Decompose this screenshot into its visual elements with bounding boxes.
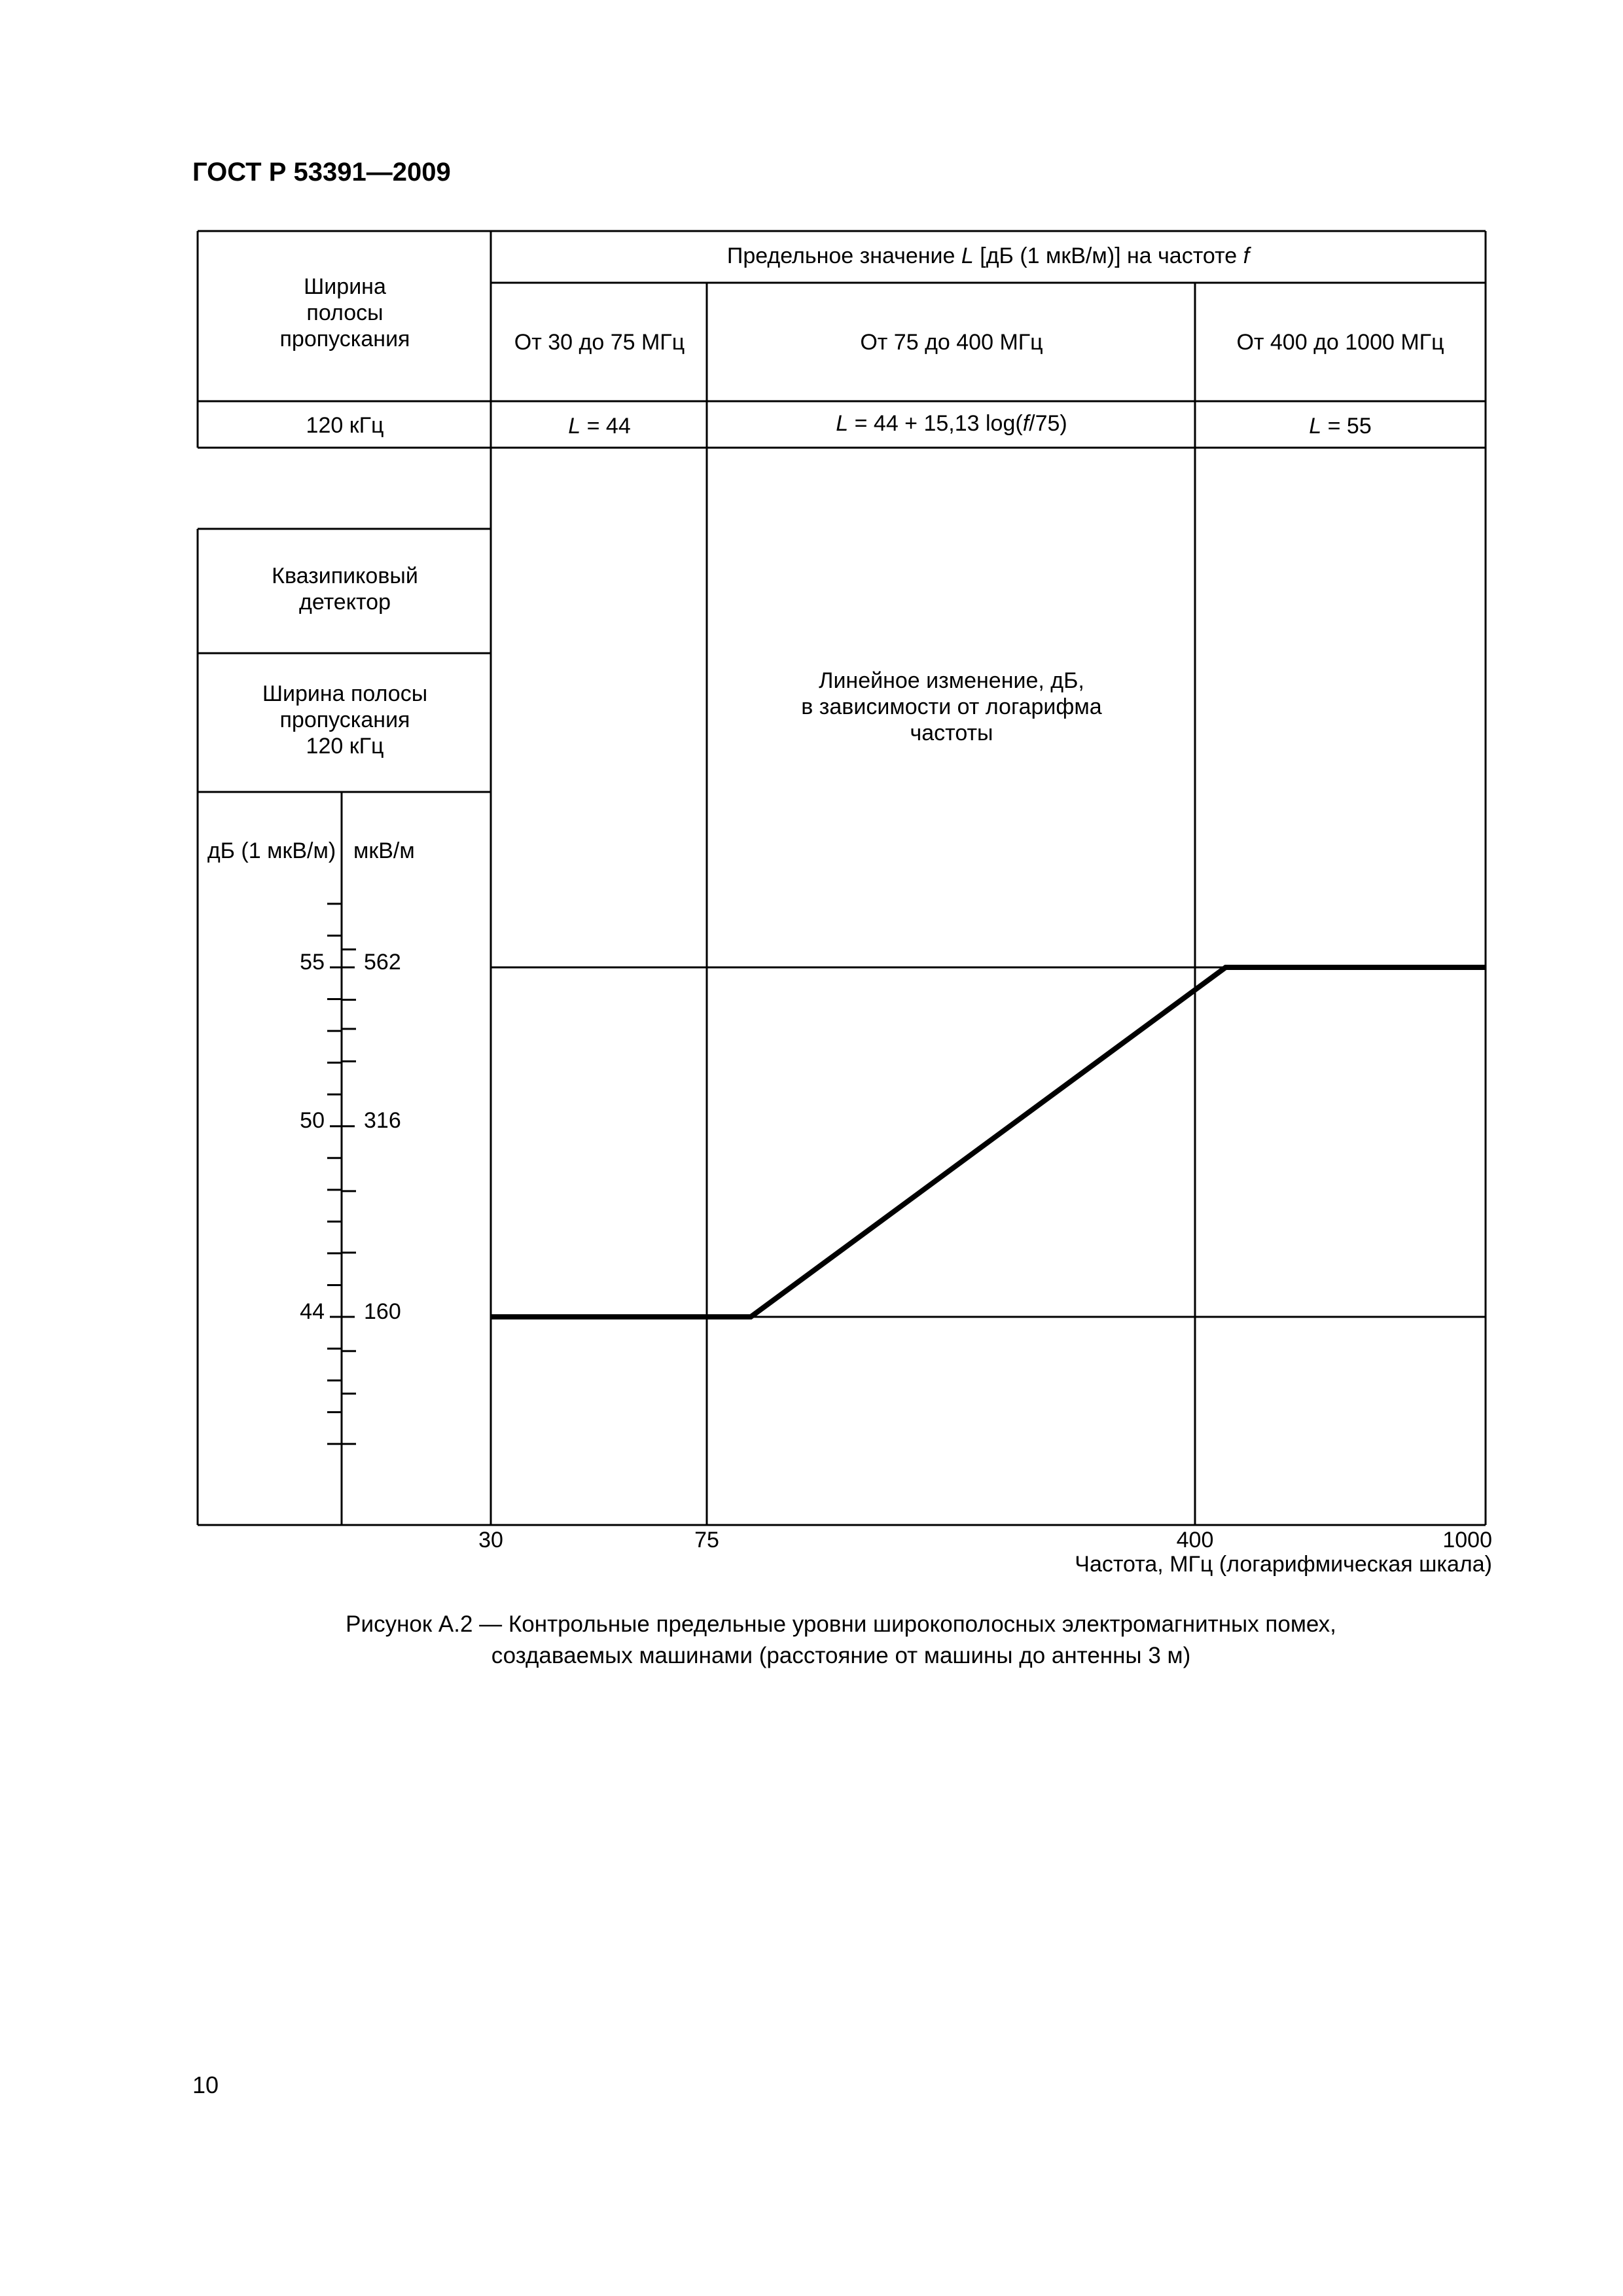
limit-header-text: Предельное значение <box>726 243 961 268</box>
db-tick-label-55: 55 <box>300 950 325 975</box>
x-tick-label-30: 30 <box>478 1528 503 1552</box>
figure-caption-line: создаваемых машинами (расстояние от машины до антенны 3 м) <box>491 1643 1191 1668</box>
formula-3 <box>1196 413 1484 439</box>
chart-annotation <box>708 668 1195 746</box>
limit-line-series <box>491 967 1486 1317</box>
unit-uv-label: мкВ/м <box>353 838 415 863</box>
bandwidth-value: 120 кГц <box>306 413 384 438</box>
bandwidth-header <box>200 274 490 352</box>
side-bandwidth-label <box>200 681 490 759</box>
document-header: ГОСТ Р 53391—2009 <box>192 158 451 187</box>
detector-label-line: Квазипиковый <box>272 564 418 588</box>
chart-annotation-line: в зависимости от логарифма <box>801 694 1102 719</box>
uv-tick-label-562: 562 <box>364 950 401 975</box>
uv-tick-label-316: 316 <box>364 1108 401 1133</box>
bandwidth-header-line: пропускания <box>279 327 410 351</box>
figure-caption-line: Рисунок А.2 — Контрольные предельные уровни широкополосных электромагнитных помех, <box>346 1611 1336 1637</box>
detector-label <box>200 563 490 615</box>
formula-var: L <box>836 411 849 436</box>
uv-tick-label-160: 160 <box>364 1299 401 1324</box>
range-1: От 30 до 75 МГц <box>514 330 685 355</box>
x-axis-label: Частота, МГц (логарифмическая шкала) <box>1075 1552 1492 1577</box>
formula-1 <box>492 413 707 439</box>
formula-text: /75) <box>1029 411 1067 436</box>
formula-text: = 44 <box>580 414 631 439</box>
page-number: 10 <box>192 2072 219 2098</box>
formula-var: L <box>568 414 581 439</box>
chart-annotation-line: частоты <box>910 721 993 745</box>
side-bandwidth-line: пропускания <box>279 708 410 732</box>
bandwidth-header-line: полосы <box>306 300 383 325</box>
limit-header <box>492 243 1484 269</box>
side-bandwidth-line: Ширина полосы <box>262 681 428 706</box>
x-tick-label-400: 400 <box>1176 1528 1214 1552</box>
db-tick-label-44: 44 <box>300 1299 325 1324</box>
x-tick-label-1000: 1000 <box>1442 1528 1492 1552</box>
limit-header-f: f <box>1243 243 1250 268</box>
limit-header-var: L <box>961 243 974 268</box>
range-2: От 75 до 400 МГц <box>860 330 1043 355</box>
chart-annotation-line: Линейное изменение, дБ, <box>819 668 1084 693</box>
limit-header-text: [дБ (1 мкВ/м)] на частоте <box>973 243 1243 268</box>
bandwidth-header-line: Ширина <box>304 274 386 299</box>
formula-text: = 55 <box>1321 414 1372 439</box>
unit-db-label: дБ (1 мкВ/м) <box>207 838 336 863</box>
formula-var: L <box>1309 414 1322 439</box>
figure-caption <box>196 1609 1486 1672</box>
range-3: От 400 до 1000 МГц <box>1236 330 1444 355</box>
x-tick-label-75: 75 <box>694 1528 719 1552</box>
formula-2 <box>708 410 1195 437</box>
formula-f: f <box>1022 411 1029 436</box>
db-tick-label-50: 50 <box>300 1108 325 1133</box>
detector-label-line: детектор <box>299 590 391 615</box>
side-bandwidth-line: 120 кГц <box>306 734 384 759</box>
formula-text: = 44 + 15,13 log( <box>848 411 1023 436</box>
